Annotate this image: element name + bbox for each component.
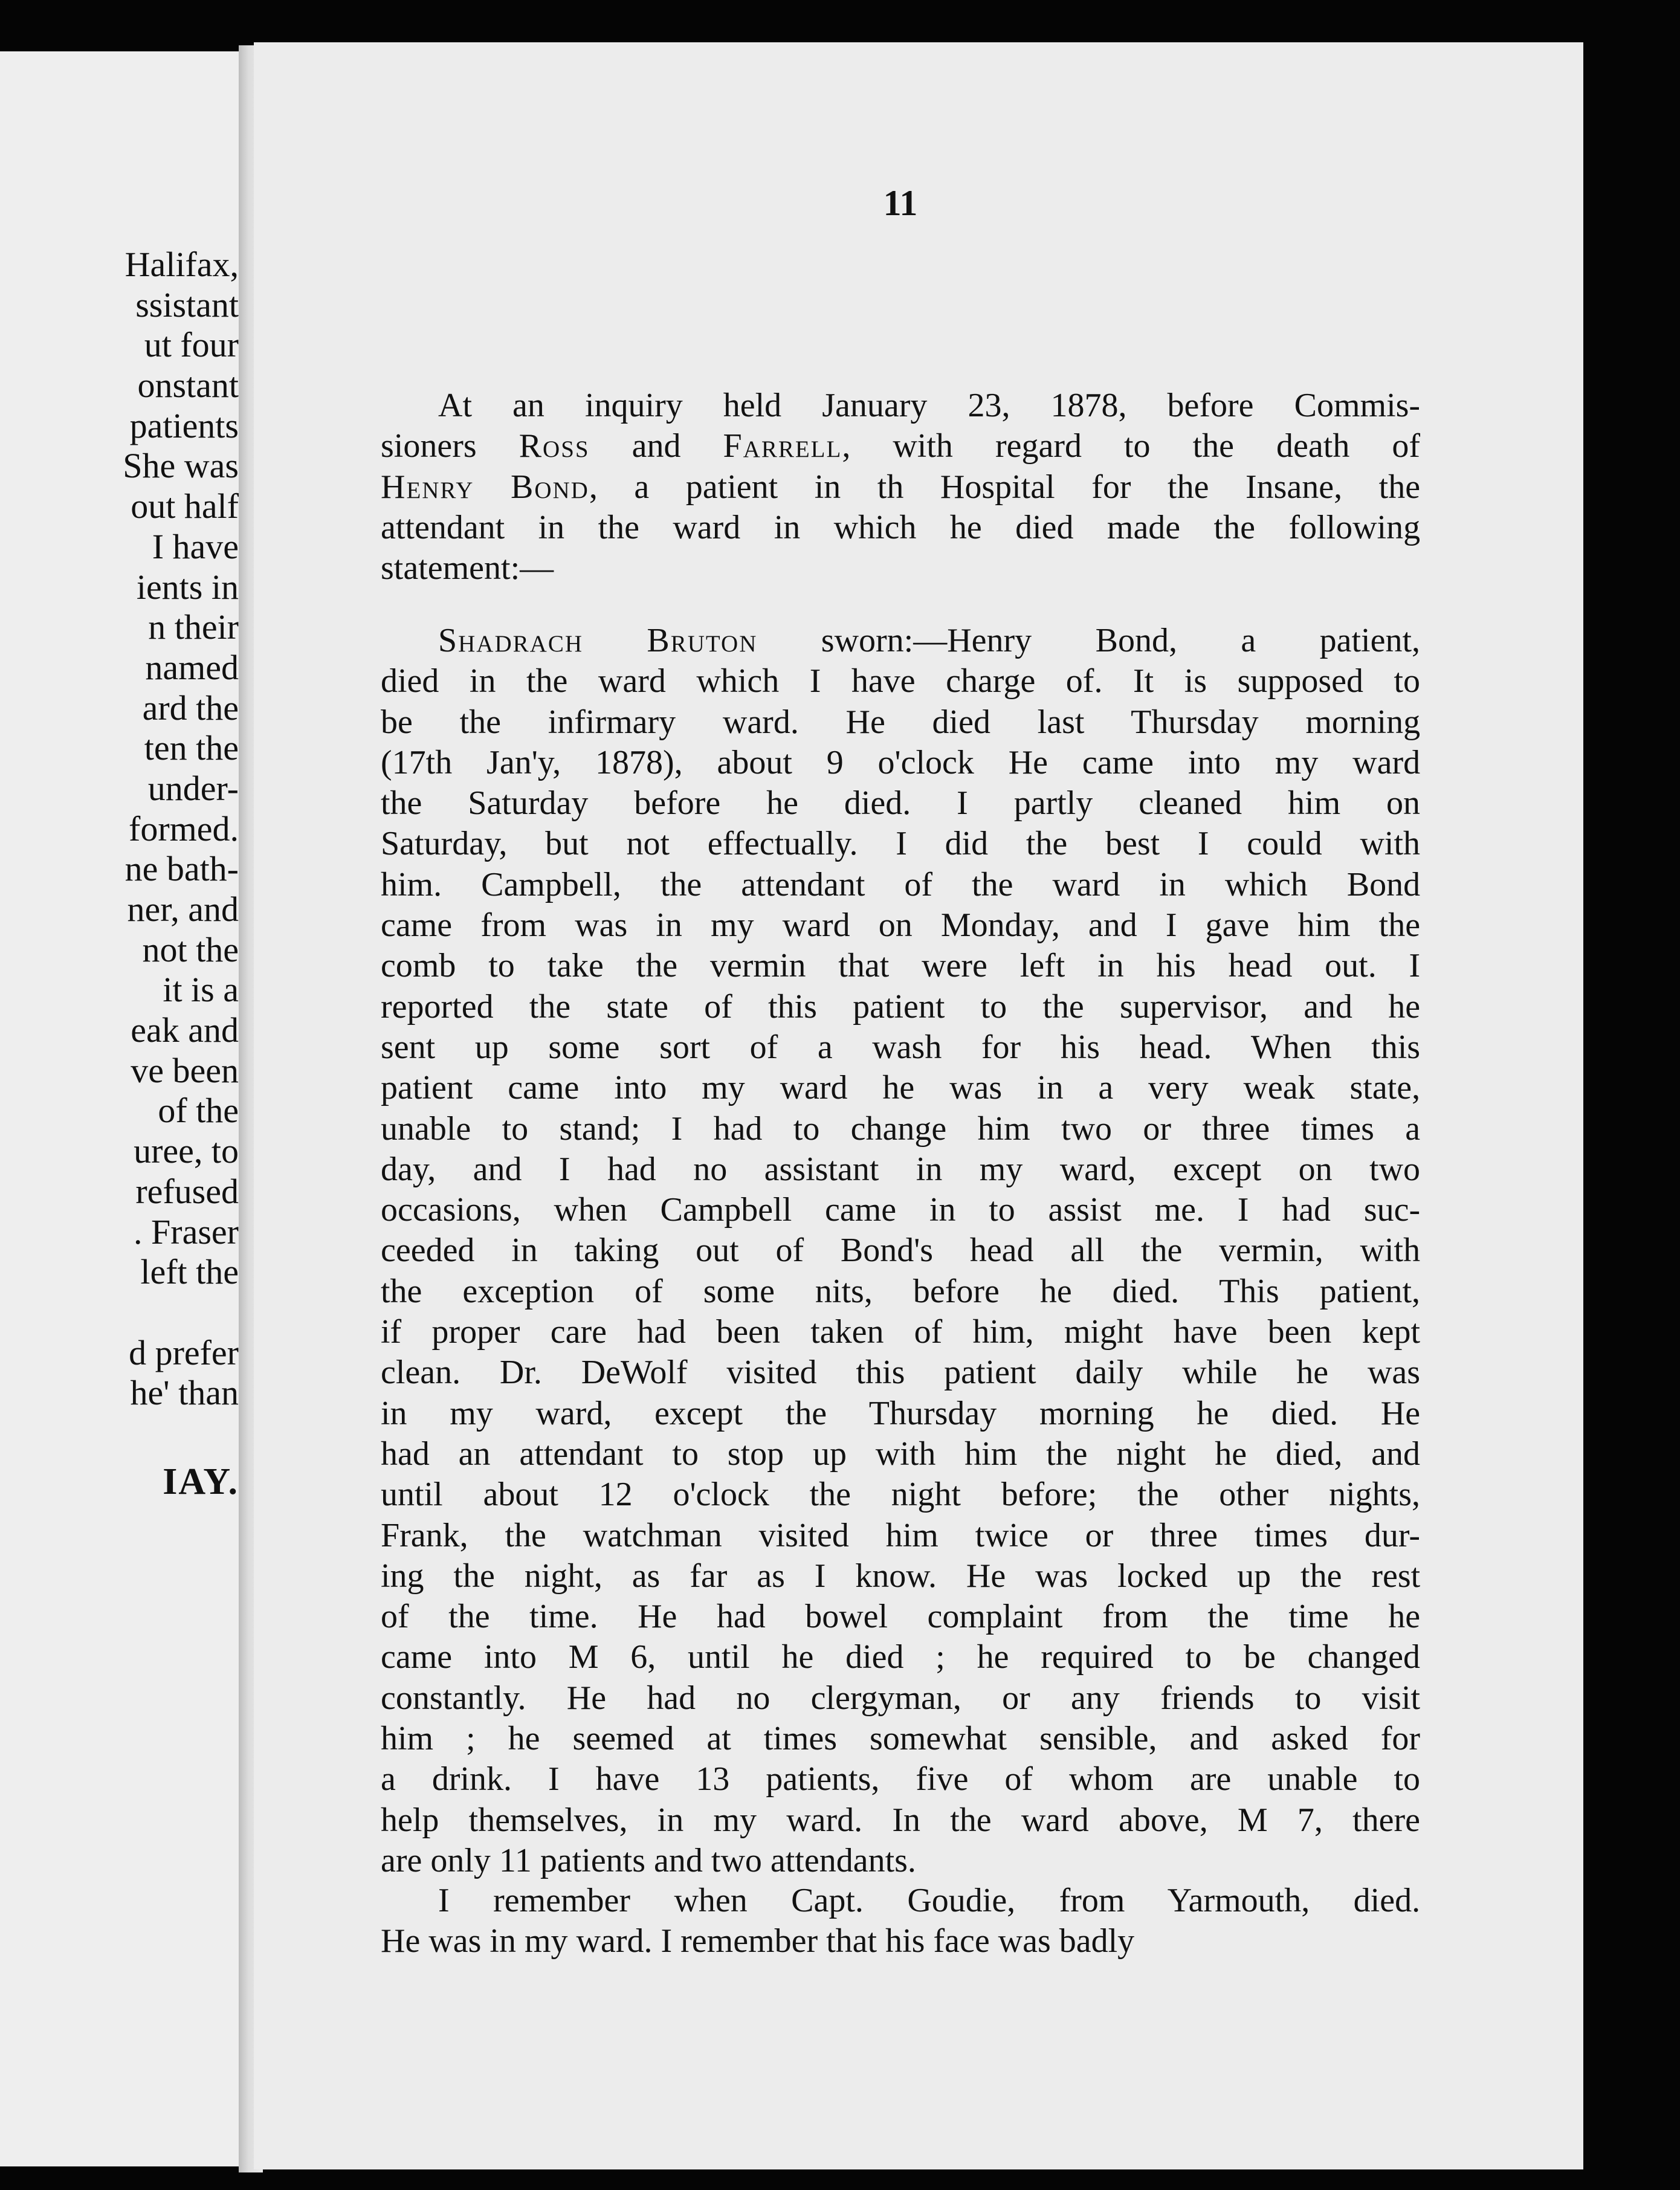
facing-page-line: ard the <box>142 688 239 728</box>
text-line: came from was in my ward on Monday, and I gave him the <box>381 906 1421 945</box>
facing-page-fragment <box>0 51 239 2166</box>
text-line: He was in my ward. I remember that his face was badly <box>381 1922 1135 1960</box>
text-line: sent up some sort of a wash for his head. When this <box>381 1028 1421 1066</box>
text-line: had an attendant to stop up with him the night he died, and <box>381 1435 1421 1473</box>
small-caps-name: Henry <box>381 468 474 506</box>
paragraph-bruton-statement <box>381 621 1420 1881</box>
text-line: Saturday, but not effectually. I did the best I could with <box>381 825 1420 863</box>
text-line: occasions, when Campbell came in to assist me. I had suc- <box>381 1191 1421 1229</box>
facing-page-line: named <box>145 647 239 687</box>
facing-page-heading: IAY. <box>163 1461 239 1502</box>
facing-page-text <box>0 245 239 1502</box>
facing-page-line: ients in <box>136 567 239 607</box>
text-line: died in the ward which I have charge of. It is supposed to <box>381 662 1421 700</box>
facing-page-line: ut four <box>144 325 239 365</box>
small-caps-name: Ross <box>519 427 590 465</box>
text-line: if proper care had been taken of him, might have been kept <box>381 1313 1421 1351</box>
text-line: statement:— <box>381 549 554 587</box>
text-line: him. Campbell, the attendant of the ward in which Bond <box>381 865 1421 903</box>
facing-page-line: under- <box>147 768 239 808</box>
page <box>254 42 1583 2169</box>
facing-page-line: he' than <box>130 1373 239 1413</box>
text-line: day, and I had no assistant in my ward, except on two <box>381 1150 1421 1188</box>
paragraph-inquiry-intro <box>381 386 1420 589</box>
text-line: Shadrach Bruton sworn:—Henry Bond, a patient, <box>438 622 1421 659</box>
small-caps-name: Bruton <box>647 622 758 659</box>
text-line: be the infirmary ward. He died last Thursday morning <box>381 703 1421 741</box>
text-line: until about 12 o'clock the night before; the other nights, <box>381 1476 1421 1514</box>
text-line: sioners Ross and Farrell, with regard to the death of <box>381 427 1421 465</box>
facing-page-line: ssistant <box>135 285 239 325</box>
facing-page-line: not the <box>142 929 239 969</box>
facing-page-line <box>0 1293 239 1333</box>
facing-page-line: d prefer <box>129 1332 239 1372</box>
facing-page-line: patients <box>129 405 239 445</box>
facing-page-line: . Fraser <box>134 1212 239 1252</box>
text-line: the exception of some nits, before he died. This patient, <box>381 1272 1421 1310</box>
facing-page-line: I have <box>152 526 239 566</box>
facing-page-line: uree, to <box>134 1131 239 1171</box>
text-line: came into M 6, until he died ; he required to be changed <box>381 1638 1421 1676</box>
text-line: I remember when Capt. Goudie, from Yarmouth, died. <box>438 1882 1421 1919</box>
text-line: clean. Dr. DeWolf visited this patient daily while he was <box>381 1354 1421 1392</box>
facing-page-line: of the <box>158 1091 239 1131</box>
facing-page-line: out half <box>131 486 239 526</box>
facing-page-line: ten the <box>144 728 239 768</box>
facing-page-line: onstant <box>137 366 239 405</box>
facing-page-line: eak and <box>131 1010 239 1050</box>
facing-page-line: refused <box>135 1171 239 1211</box>
small-caps-name: Farrell <box>723 427 842 465</box>
text-line: unable to stand; I had to change him two or three times a <box>381 1110 1421 1148</box>
small-caps-name: Bond <box>511 468 589 506</box>
facing-page-line: it is a <box>163 970 239 1010</box>
facing-page-gap <box>0 1413 239 1462</box>
text-line: (17th Jan'y, 1878), about 9 o'clock He came into my ward <box>381 743 1421 781</box>
facing-page-line: ne bath- <box>124 849 239 889</box>
facing-page-line: Halifax, <box>124 245 239 284</box>
text-line: ceeded in taking out of Bond's head all the vermin, with <box>381 1232 1421 1270</box>
text-line: Frank, the watchman visited him twice or three times dur- <box>381 1516 1421 1554</box>
text-line: Henry Bond, a patient in th Hospital for the Insane, the <box>381 468 1421 506</box>
facing-page-line: n their <box>148 607 239 647</box>
facing-page-line: She was <box>123 446 239 486</box>
text-line: ing the night, as far as I know. He was locked up the rest <box>381 1557 1421 1595</box>
text-line: are only 11 patients and two attendants. <box>381 1841 916 1879</box>
facing-page-line: left the <box>140 1252 239 1292</box>
small-caps-name: Shadrach <box>438 622 583 659</box>
facing-page-line: ve been <box>131 1050 239 1090</box>
text-line: patient came into my ward he was in a very weak state, <box>381 1069 1421 1107</box>
text-line: attendant in the ward in which he died made the following <box>381 508 1421 546</box>
text-line: him ; he seemed at times somewhat sensible, and asked for <box>381 1720 1421 1758</box>
page-number: 11 <box>883 183 918 223</box>
text-line: help themselves, in my ward. In the ward above, M 7, there <box>381 1801 1421 1839</box>
text-line: comb to take the vermin that were left in his head out. I <box>381 947 1421 985</box>
text-line: of the time. He had bowel complaint from the time he <box>381 1598 1421 1636</box>
facing-page-line: ner, and <box>127 890 239 929</box>
text-line: At an inquiry held January 23, 1878, before Commis- <box>438 387 1421 424</box>
facing-page-line: formed. <box>129 809 239 848</box>
text-line: a drink. I have 13 patients, five of whom are unable to <box>381 1760 1421 1798</box>
text-line: constantly. He had no clergyman, or any friends to visit <box>381 1679 1421 1717</box>
paragraph-goudie <box>381 1881 1420 1962</box>
text-line: reported the state of this patient to the supervisor, and he <box>381 987 1421 1026</box>
text-line: in my ward, except the Thursday morning he died. He <box>381 1394 1421 1432</box>
text-line: the Saturday before he died. I partly cleaned him on <box>381 784 1421 822</box>
